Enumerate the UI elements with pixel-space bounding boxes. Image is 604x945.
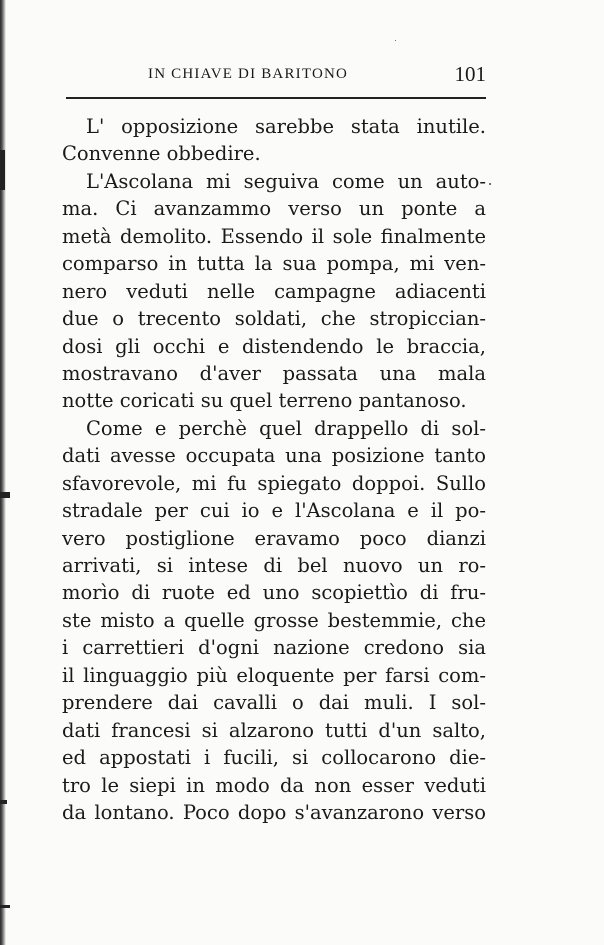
text-line: morìo di ruote ed uno scopiettìo di fru-: [62, 581, 486, 605]
text-line: due o trecento soldati, che stropiccian-: [62, 307, 486, 331]
text-line: dati francesi si alzarono tutti d'un salto,: [62, 718, 486, 742]
text-line: i carrettieri d'ogni nazione credono sia: [62, 636, 486, 660]
print-speck: [489, 183, 491, 185]
running-title: IN CHIAVE DI BARITONO: [148, 66, 349, 82]
edge-mark: [0, 150, 5, 190]
text-line: ste misto a quelle grosse bestemmie, che: [62, 608, 486, 632]
text-line: L'Ascolana mi seguiva come un auto-: [86, 169, 486, 193]
text-line: stradale per cui io e l'Ascolana e il po-: [62, 499, 486, 523]
text-line: Come e perchè quel drappello di sol-: [86, 416, 486, 440]
text-line: arrivati, si intese di bel nuovo un ro-: [62, 554, 486, 577]
text-line: comparso in tutta la sua pompa, mi ven-: [62, 252, 486, 276]
text-line: Convenne obbedire.: [62, 142, 261, 166]
text-line: metà demolito. Essendo il sole finalmente: [62, 224, 486, 248]
edge-mark: [0, 800, 7, 804]
text-line: sfavorevole, mi fu spiegato doppoi. Sullo: [62, 471, 486, 495]
running-head: [66, 62, 486, 90]
text-line: nero veduti nelle campagne adiacenti: [62, 279, 486, 303]
text-line: mostravano d'aver passata una mala: [62, 361, 486, 385]
text-line: vero postiglione eravamo poco dianzi: [62, 526, 486, 550]
text-line: L' opposizione sarebbe stata inutile.: [86, 115, 486, 138]
text-line: dosi gli occhi e distendendo le braccia,: [62, 334, 486, 358]
text-line: notte coricati su quel terreno pantanoso.: [62, 389, 467, 413]
edge-mark: [0, 492, 10, 498]
page-number: 101: [454, 62, 486, 86]
text-line: tro le siepi in modo da non esser veduti: [62, 773, 486, 797]
text-line: il linguaggio più eloquente per farsi com-: [62, 663, 486, 687]
text-line: ma. Ci avanzammo verso un ponte a: [62, 197, 486, 221]
print-speck: [395, 40, 396, 41]
edge-mark: [0, 905, 10, 908]
text-line: ed appostati i fucili, si collocarono die-: [62, 746, 486, 770]
text-line: dati avesse occupata una posizione tanto: [62, 444, 486, 468]
body-text: [62, 113, 486, 826]
header-rule: [66, 97, 486, 99]
text-line: da lontano. Poco dopo s'avanzarono verso: [62, 800, 486, 824]
text-line: prendere dai cavalli o dai muli. I sol-: [62, 691, 486, 715]
